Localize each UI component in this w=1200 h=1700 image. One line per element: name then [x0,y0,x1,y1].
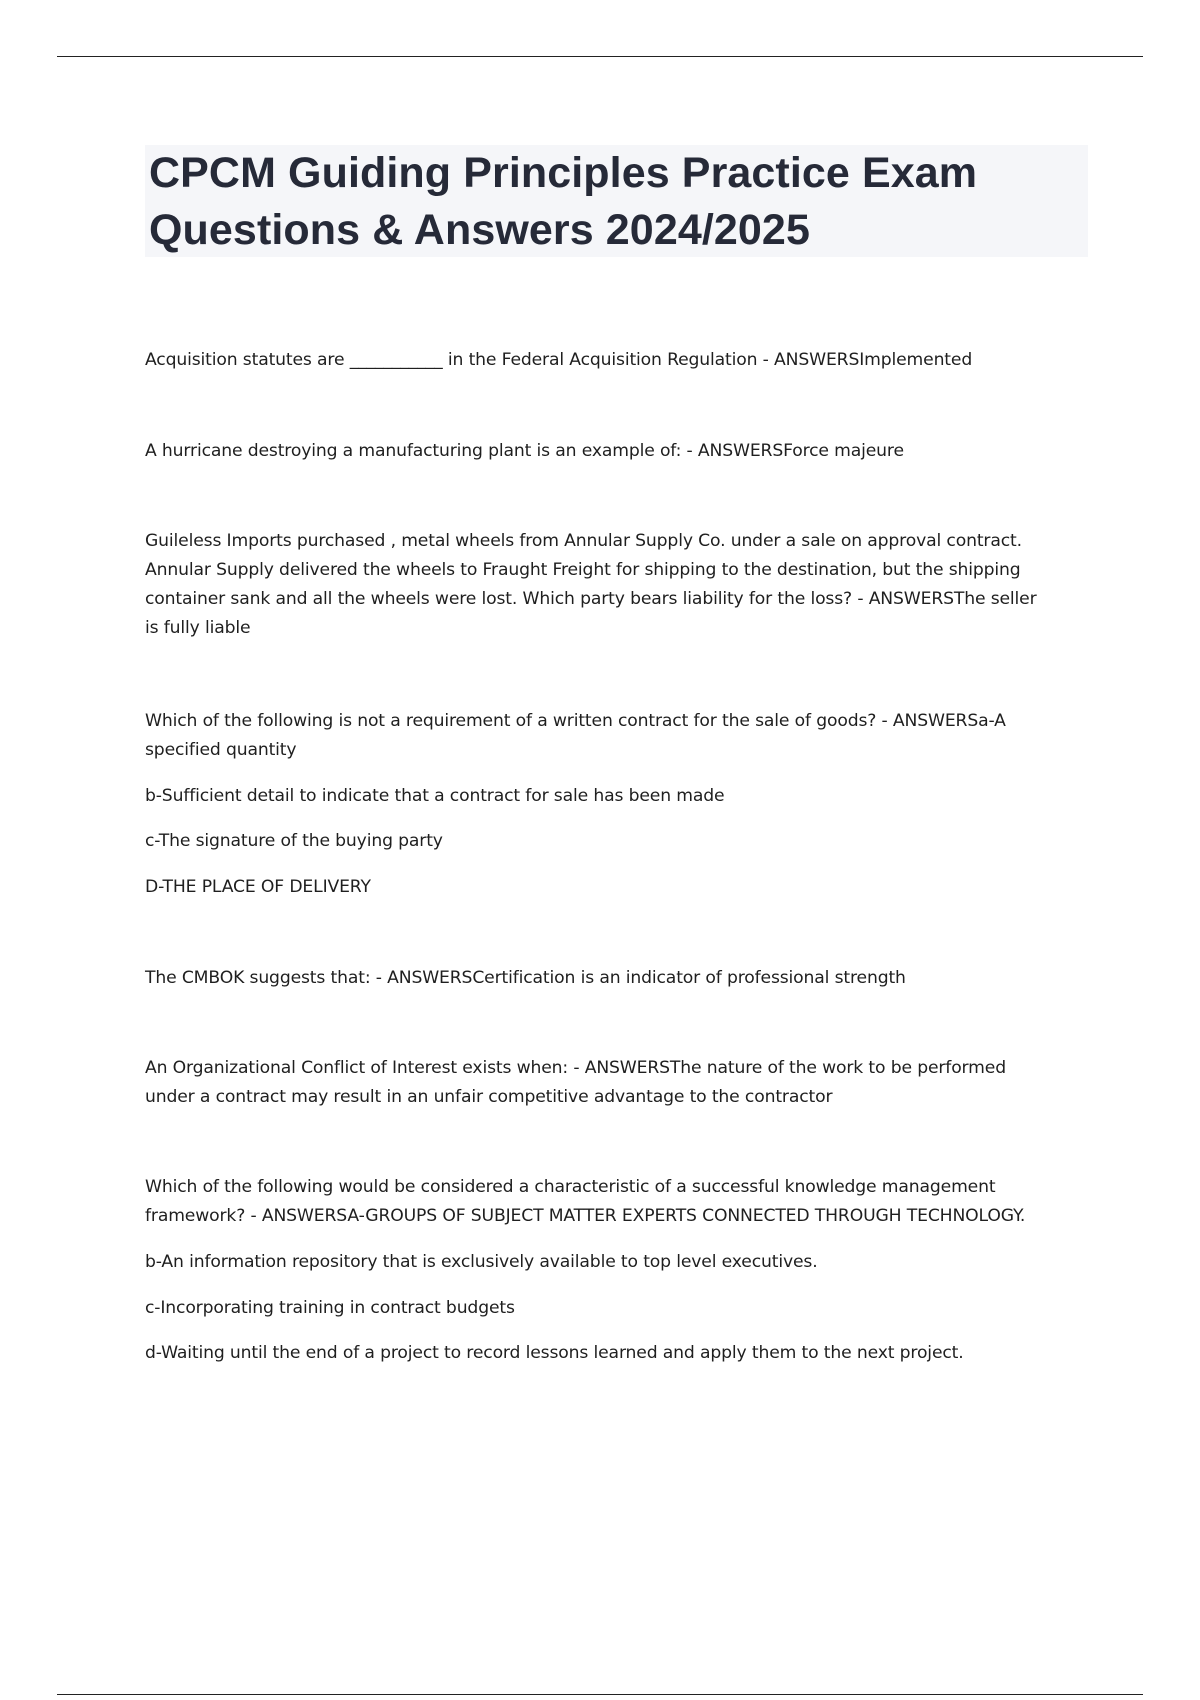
text-line: b-Sufficient detail to indicate that a contract for sale has been made [145,786,725,806]
answer-option-d [145,1339,1095,1368]
top-rule [57,56,1143,57]
answer-option-c [145,1294,1095,1323]
answer-option-d [145,873,1095,902]
text-line: d-Waiting until the end of a project to record lessons learned and apply them to the next project. [145,1343,964,1363]
text-line: D-THE PLACE OF DELIVERY [145,877,371,897]
text-line: framework? - ANSWERSA-GROUPS OF SUBJECT MATTER EXPERTS CONNECTED THROUGH TECHNOLOGY. [145,1206,1026,1226]
bottom-rule [57,1694,1143,1695]
text-line: container sank and all the wheels were lost. Which party bears liability for the loss? - ANSWERSThe seller [145,589,1037,609]
text-line: The CMBOK suggests that: - ANSWERSCertification is an indicator of professional strength [145,968,906,988]
paragraph-q1 [145,346,1095,375]
text-line: is fully liable [145,618,251,638]
text-line: b-An information repository that is exclusively available to top level executives. [145,1252,818,1272]
text-line: Which of the following would be considered a characteristic of a successful knowledge management [145,1177,996,1197]
paragraph-q7 [145,1173,1095,1231]
title-line-2: Questions & Answers 2024/2025 [149,206,810,254]
answer-option-c [145,827,1095,856]
paragraph-q3 [145,527,1095,643]
page-title [145,145,1088,257]
text-line: Acquisition statutes are ___________ in the Federal Acquisition Regulation - ANSWERSImplemented [145,350,973,370]
text-line: An Organizational Conflict of Interest exists when: - ANSWERSThe nature of the work to be performed [145,1058,1006,1078]
text-line: under a contract may result in an unfair competitive advantage to the contractor [145,1087,833,1107]
paragraph-q4 [145,707,1095,765]
paragraph-q2 [145,437,1095,466]
text-line: Guileless Imports purchased , metal wheels from Annular Supply Co. under a sale on approval contract. [145,531,1022,551]
text-line: A hurricane destroying a manufacturing plant is an example of: - ANSWERSForce majeure [145,441,904,461]
text-line: c-The signature of the buying party [145,831,443,851]
text-line: c-Incorporating training in contract budgets [145,1298,515,1318]
paragraph-q5 [145,964,1095,993]
text-line: Which of the following is not a requirement of a written contract for the sale of goods? - ANSWERSa-A [145,711,1006,731]
paragraph-q6 [145,1054,1095,1112]
answer-option-b [145,782,1095,811]
text-line: specified quantity [145,740,297,760]
text-line: Annular Supply delivered the wheels to Fraught Freight for shipping to the destination, but the shipping [145,560,1021,580]
answer-option-b [145,1248,1095,1277]
title-line-1: CPCM Guiding Principles Practice Exam [149,149,978,197]
